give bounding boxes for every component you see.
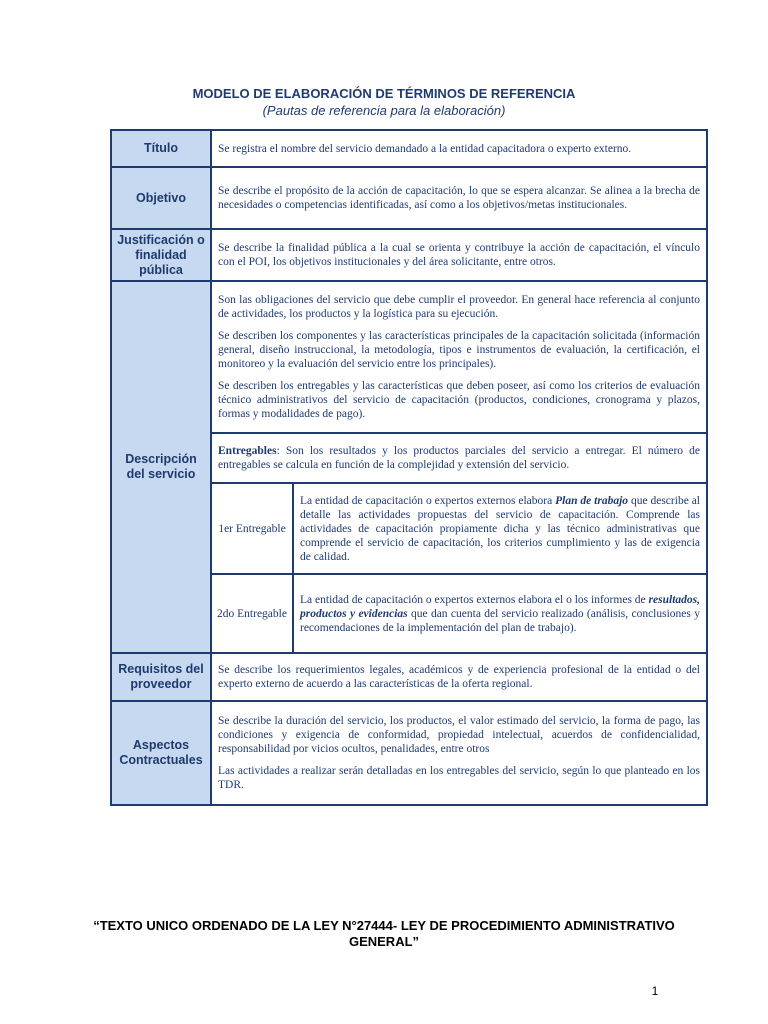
content-entregables: [211, 433, 707, 483]
content-descripcion: [211, 281, 707, 433]
row-descripcion: [111, 281, 707, 433]
entregable-2-post: que dan cuenta del servicio realizado (análisis, conclusiones y recomendaciones de la implementación del plan de trabajo).: [300, 607, 700, 634]
document-title: MODELO DE ELABORACIÓN DE TÉRMINOS DE REFERENCIA: [192, 86, 576, 101]
label-descripcion-text: Descripción del servicio: [125, 452, 197, 481]
content-objetivo: Se describe el propósito de la acción de capacitación, lo que se espera alcanzar. Se alinea a la brecha de necesidades o competencias identificadas, así como a los objetivos/metas institucionales.: [211, 167, 707, 229]
entregables-label: Entregables: [218, 445, 277, 457]
descripcion-paragraph-3: Se describen los entregables y las características que deben poseer, así como los criterios de evaluación técnico administrativos del servicio de capacitación (productos, condiciones, cronograma y plazos, formas y modalidades de pago).: [218, 380, 700, 420]
descripcion-paragraph-2: Se describen los componentes y las características principales de la capacitación solicitada (información general, diseño instruccional, la metodología, tipos e instrumentos de evaluación, la certificación, el monitoreo y la evaluación del servicio entre los principales).: [218, 330, 700, 370]
entregable-1-post: que describe al detalle las actividades propuestas del servicio de capacitación. Comprende las actividades de capacitación propiamente dicha y las técnico administrativas que comprende el servicio de capacitación, los criterios cumplimiento y las de exigencia de calidad.: [300, 494, 701, 563]
page-number: 1: [651, 984, 659, 998]
row-titulo: [111, 130, 707, 167]
content-aspectos: [211, 701, 707, 805]
entregable-1-pre: La entidad de capacitación o expertos externos elabora: [300, 494, 556, 507]
entregables-text: : Son los resultados y los productos parciales del servicio a entregar. El número de entregables se calcula en función de la complejidad y extensión del servicio.: [218, 445, 700, 471]
entregable-1-emphasis: Plan de trabajo: [555, 494, 629, 507]
label-justificacion: Justificación o finalidad pública: [111, 229, 211, 281]
tdr-table: [110, 129, 708, 806]
entregable-1-label: 1er Entregable: [211, 483, 293, 574]
entregable-2-pre: La entidad de capacitación o expertos externos elabora el o los informes de: [300, 593, 649, 606]
content-requisitos: Se describe los requerimientos legales, académicos y de experiencia profesional de la entidad o del experto externo de acuerdo a las características de la oferta regional.: [211, 653, 707, 701]
document-subtitle: (Pautas de referencia para la elaboración): [262, 103, 506, 118]
entregable-2-content: [293, 574, 707, 653]
entregable-2-emphasis: resultados, productos y evidencias: [300, 593, 700, 620]
row-requisitos: [111, 653, 707, 701]
descripcion-paragraph-1: Son las obligaciones del servicio que debe cumplir el proveedor. En general hace referencia al conjunto de actividades, los productos y la logística para su ejecución.: [218, 294, 700, 320]
row-justificacion: [111, 229, 707, 281]
content-titulo: Se registra el nombre del servicio demandado a la entidad capacitadora o experto externo.: [211, 130, 707, 167]
row-objetivo: [111, 167, 707, 229]
label-aspectos: Aspectos Contractuales: [111, 701, 211, 805]
content-justificacion: Se describe la finalidad pública a la cual se orienta y contribuye la acción de capacitación, el vínculo con el POI, los objetivos institucionales y del área solicitante, entre otros.: [211, 229, 707, 281]
label-requisitos: Requisitos del proveedor: [111, 653, 211, 701]
entregable-2-label: 2do Entregable: [211, 574, 293, 653]
entregable-1-content: [293, 483, 707, 574]
aspectos-paragraph-1: Se describe la duración del servicio, los productos, el valor estimado del servicio, la forma de pago, las condiciones y exigencia de conformidad, propiedad intelectual, acuerdos de confidencialidad, responsabilidad por vicios ocultos, penalidades, entre otros: [218, 715, 700, 755]
label-descripcion: [111, 281, 211, 653]
row-aspectos: [111, 701, 707, 805]
label-titulo: Título: [111, 130, 211, 167]
aspectos-paragraph-2: Las actividades a realizar serán detalladas en los entregables del servicio, según lo que planteado en los TDR.: [218, 765, 700, 791]
law-title: “TEXTO UNICO ORDENADO DE LA LEY N°27444- LEY DE PROCEDIMIENTO ADMINISTRATIVO GENERAL”: [93, 918, 675, 949]
label-objetivo: Objetivo: [111, 167, 211, 229]
